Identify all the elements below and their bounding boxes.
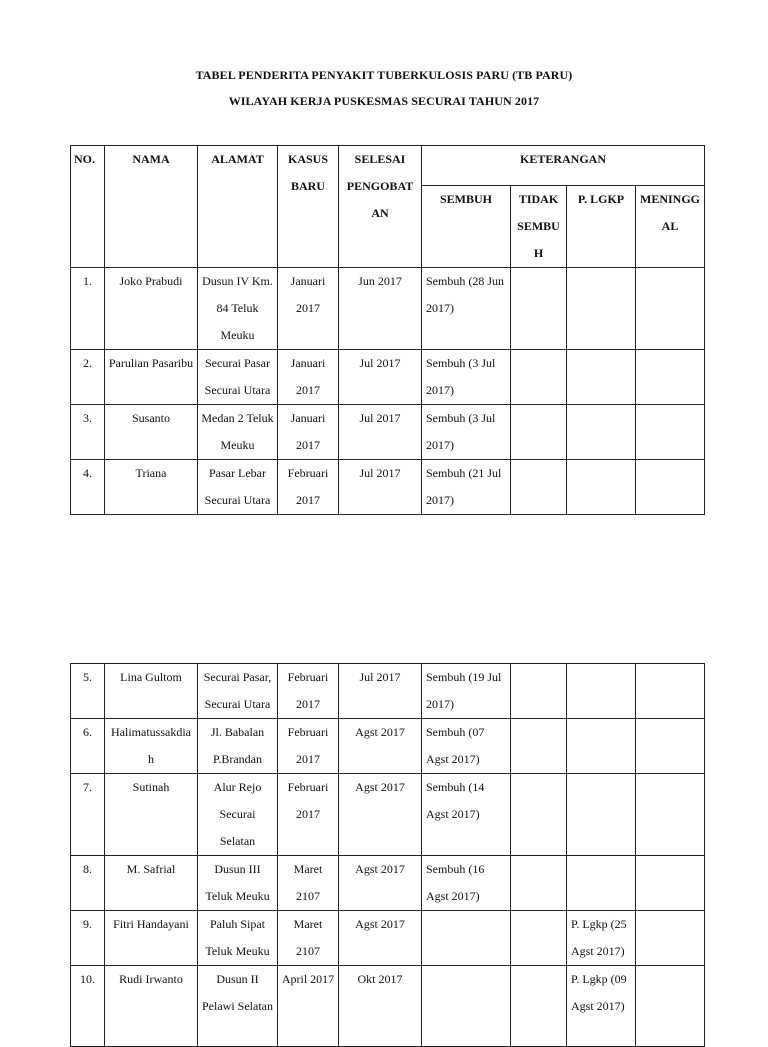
cell-no: 8. [71,856,105,911]
patient-table-page-1 [70,145,705,515]
cell-no: 3. [71,405,105,460]
table-row [71,966,705,1047]
patient-table-page-2 [70,663,705,1047]
cell-p-lgkp [567,405,636,460]
cell-selesai-pengobatan: Agst 2017 [339,719,422,774]
cell-p-lgkp [567,350,636,405]
cell-selesai-pengobatan: Okt 2017 [339,966,422,1047]
cell-tidak-sembuh [511,350,567,405]
cell-meninggal [636,774,705,856]
cell-tidak-sembuh [511,405,567,460]
cell-alamat: Dusun IV Km. 84 Teluk Meuku [198,268,278,350]
cell-kasus-baru: Maret 2107 [278,911,339,966]
cell-tidak-sembuh [511,664,567,719]
cell-sembuh: Sembuh (28 Jun 2017) [422,268,511,350]
cell-nama: Sutinah [105,774,198,856]
table-row [71,911,705,966]
cell-meninggal [636,268,705,350]
cell-selesai-pengobatan: Jul 2017 [339,405,422,460]
cell-kasus-baru: Januari 2017 [278,405,339,460]
cell-alamat: Securai Pasar, Securai Utara [198,664,278,719]
cell-no: 10. [71,966,105,1047]
cell-selesai-pengobatan: Jul 2017 [339,664,422,719]
cell-p-lgkp [567,268,636,350]
cell-alamat: Dusun II Pelawi Selatan [198,966,278,1047]
cell-meninggal [636,350,705,405]
header-selesai-pengobatan: SELESAI PENGOBAT AN [339,146,422,268]
cell-nama: Lina Gultom [105,664,198,719]
cell-alamat: Pasar Lebar Securai Utara [198,460,278,515]
document-title: TABEL PENDERITA PENYAKIT TUBERKULOSIS PARU (TB PARU) [195,68,573,82]
header-kasus-baru: KASUS BARU [278,146,339,268]
cell-meninggal [636,856,705,911]
header-meninggal: MENINGG AL [636,186,705,268]
cell-alamat: Medan 2 Teluk Meuku [198,405,278,460]
cell-no: 4. [71,460,105,515]
header-keterangan: KETERANGAN [422,146,705,186]
cell-meninggal [636,719,705,774]
cell-kasus-baru: Maret 2107 [278,856,339,911]
cell-tidak-sembuh [511,774,567,856]
cell-selesai-pengobatan: Agst 2017 [339,774,422,856]
document-subtitle: WILAYAH KERJA PUSKESMAS SECURAI TAHUN 2017 [228,94,540,108]
header-tidak-sembuh: TIDAK SEMBU H [511,186,567,268]
cell-no: 1. [71,268,105,350]
cell-tidak-sembuh [511,911,567,966]
cell-p-lgkp [567,719,636,774]
cell-meninggal [636,966,705,1047]
cell-alamat: Alur Rejo Securai Selatan [198,774,278,856]
cell-tidak-sembuh [511,856,567,911]
cell-tidak-sembuh [511,268,567,350]
cell-selesai-pengobatan: Agst 2017 [339,856,422,911]
cell-nama: Joko Prabudi [105,268,198,350]
cell-kasus-baru: Februari 2017 [278,774,339,856]
cell-selesai-pengobatan: Jul 2017 [339,460,422,515]
cell-no: 9. [71,911,105,966]
cell-nama: Susanto [105,405,198,460]
cell-sembuh [422,966,511,1047]
cell-selesai-pengobatan: Jun 2017 [339,268,422,350]
table-row [71,664,705,719]
cell-p-lgkp [567,856,636,911]
cell-kasus-baru: Januari 2017 [278,350,339,405]
cell-sembuh: Sembuh (16 Agst 2017) [422,856,511,911]
cell-p-lgkp [567,664,636,719]
cell-nama: M. Safrial [105,856,198,911]
cell-alamat: Dusun III Teluk Meuku [198,856,278,911]
header-p-lgkp: P. LGKP [567,186,636,268]
cell-selesai-pengobatan: Jul 2017 [339,350,422,405]
cell-meninggal [636,911,705,966]
cell-nama: Triana [105,460,198,515]
cell-tidak-sembuh [511,719,567,774]
cell-sembuh: Sembuh (3 Jul 2017) [422,350,511,405]
header-alamat: ALAMAT [198,146,278,268]
cell-meninggal [636,664,705,719]
cell-no: 2. [71,350,105,405]
cell-p-lgkp: P. Lgkp (25 Agst 2017) [567,911,636,966]
header-nama: NAMA [105,146,198,268]
cell-kasus-baru: April 2017 [278,966,339,1047]
cell-p-lgkp: P. Lgkp (09 Agst 2017) [567,966,636,1047]
table-row [71,719,705,774]
table-row [71,774,705,856]
table-row [71,350,705,405]
header-sembuh: SEMBUH [422,186,511,268]
table-row [71,856,705,911]
cell-p-lgkp [567,774,636,856]
cell-tidak-sembuh [511,460,567,515]
cell-nama: Rudi Irwanto [105,966,198,1047]
cell-kasus-baru: Januari 2017 [278,268,339,350]
table-row [71,460,705,515]
cell-sembuh: Sembuh (14 Agst 2017) [422,774,511,856]
cell-sembuh: Sembuh (21 Jul 2017) [422,460,511,515]
cell-nama: Halimatussakdia h [105,719,198,774]
cell-no: 6. [71,719,105,774]
table-row [71,405,705,460]
cell-sembuh: Sembuh (07 Agst 2017) [422,719,511,774]
cell-sembuh: Sembuh (19 Jul 2017) [422,664,511,719]
cell-kasus-baru: Februari 2017 [278,460,339,515]
cell-alamat: Jl. Babalan P.Brandan [198,719,278,774]
table-row [71,268,705,350]
cell-no: 5. [71,664,105,719]
cell-sembuh [422,911,511,966]
cell-nama: Fitri Handayani [105,911,198,966]
cell-alamat: Paluh Sipat Teluk Meuku [198,911,278,966]
cell-sembuh: Sembuh (3 Jul 2017) [422,405,511,460]
header-no: NO. [71,146,105,268]
cell-alamat: Securai Pasar Securai Utara [198,350,278,405]
cell-selesai-pengobatan: Agst 2017 [339,911,422,966]
cell-nama: Parulian Pasaribu [105,350,198,405]
cell-meninggal [636,460,705,515]
cell-p-lgkp [567,460,636,515]
cell-kasus-baru: Februari 2017 [278,664,339,719]
cell-meninggal [636,405,705,460]
cell-kasus-baru: Februari 2017 [278,719,339,774]
cell-no: 7. [71,774,105,856]
cell-tidak-sembuh [511,966,567,1047]
